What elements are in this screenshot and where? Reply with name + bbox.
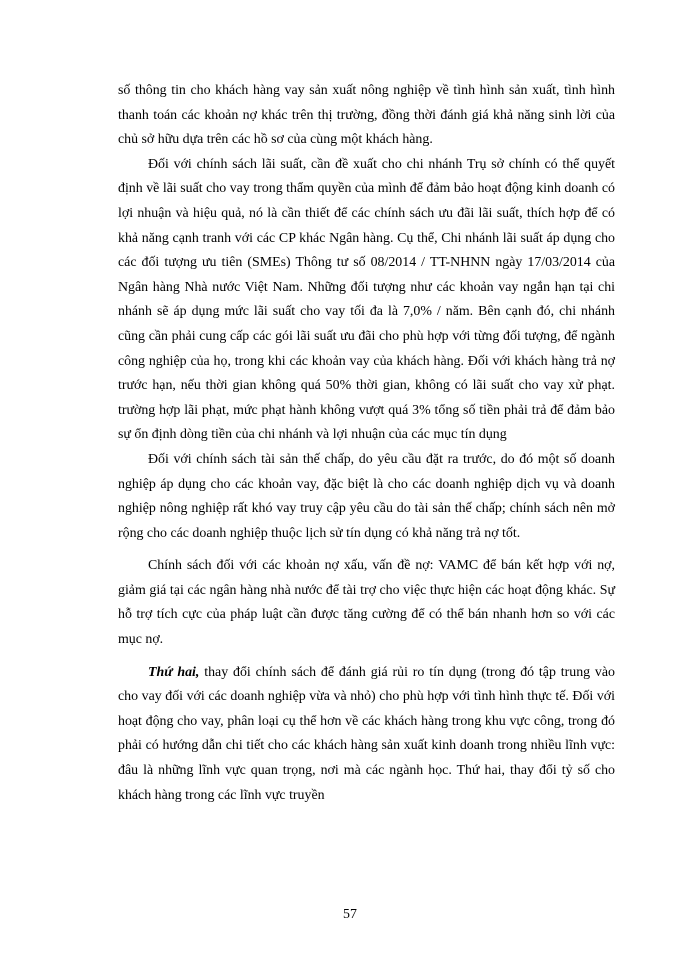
page-number: 57 xyxy=(343,907,357,922)
body-text xyxy=(118,79,615,808)
paragraph-text: thay đổi chính sách để đánh giá rủi ro tín dụng (trong đó tập trung vào cho vay đối với các doanh nghiệp vừa và nhỏ) cho phù hợp với tình hình thực tế. Đối với hoạt động cho vay, phân loại cụ thể hơn về các khách hàng trong khu vực công, trong đó phải có hướng dẫn chi tiết cho các khách hàng sản xuất kinh doanh trong nhiều lĩnh vực: đâu là những lĩnh vực quan trọng, nơi mà các ngành học. Thứ hai, thay đổi tỷ số cho khách hàng trong các lĩnh vực truyền xyxy=(118,664,615,803)
paragraph-text: Chính sách đối với các khoản nợ xấu, vấn đề nợ: VAMC để bán kết hợp với nợ, giảm giá tại các ngân hàng nhà nước để tài trợ cho việc thực hiện các hoạt động khác. Sự hỗ trợ tích cực của pháp luật cần được tăng cường để có thể bán nhanh hơn so với các mục nợ. xyxy=(118,558,615,648)
paragraph-text: Đối với chính sách lãi suất, cần đề xuất cho chi nhánh Trụ sở chính có thể quyết định về lãi suất cho vay trong thẩm quyền của mình để đảm bảo hoạt động kinh doanh có lợi nhuận và hiệu quả, nó là cần thiết để các chính sách ưu đãi lãi suất, thích hợp để có khả năng cạnh tranh với các CP khác Ngân hàng. Cụ thể, Chi nhánh lãi suất áp dụng cho các đối tượng ưu tiên (SMEs) Thông tư số 08/2014 / TT-NHNN ngày 17/03/2014 của Ngân hàng Nhà nước Việt Nam. Những đối tượng như các khoản vay ngắn hạn tại chi nhánh sẽ áp dụng mức lãi suất cho vay tối đa là 7,0% / năm. Bên cạnh đó, chi nhánh cũng cần phải cung cấp các gói lãi suất ưu đãi cho phù hợp với từng đối tượng, để ngành công nghiệp của họ, trong khi các khoản vay của khách hàng. Đối với khách hàng trả nợ trước hạn, nếu thời gian không quá 50% thời gian, không có lãi suất cho vay xử phạt. trường hợp lãi phạt, mức phạt hành không vượt quá 3% tổng số tiền phải trả để đảm bảo sự ổn định dòng tiền của chi nhánh và lợi nhuận của các mục tín dụng xyxy=(118,156,615,443)
paragraph-text: Đối với chính sách tài sản thế chấp, do yêu cầu đặt ra trước, do đó một số doanh nghiệp áp dụng cho các khoản vay, đặc biệt là cho các doanh nghiệp dịch vụ và doanh nghiệp nông nghiệp rất khó vay truy cập yêu cầu do tài sản thế chấp; chính sách nên mở rộng cho các doanh nghiệp thuộc lịch sử tín dụng có khả năng trả nợ tốt. xyxy=(118,451,615,541)
paragraph-interest-rate-policy xyxy=(118,153,615,448)
paragraph-text: số thông tin cho khách hàng vay sản xuất nông nghiệp về tình hình sản xuất, tình hình thanh toán các khoản nợ khác trên thị trường, đồng thời đánh giá khả năng sinh lời của chủ sở hữu dựa trên các hồ sơ của cùng một khách hàng. xyxy=(118,83,615,148)
paragraph-continued xyxy=(118,79,615,153)
paragraph-lead: Thứ hai, xyxy=(148,664,200,680)
paragraph-second-point xyxy=(118,661,615,809)
paragraph-bad-debt-policy xyxy=(118,554,615,652)
paragraph-collateral-policy xyxy=(118,448,615,546)
